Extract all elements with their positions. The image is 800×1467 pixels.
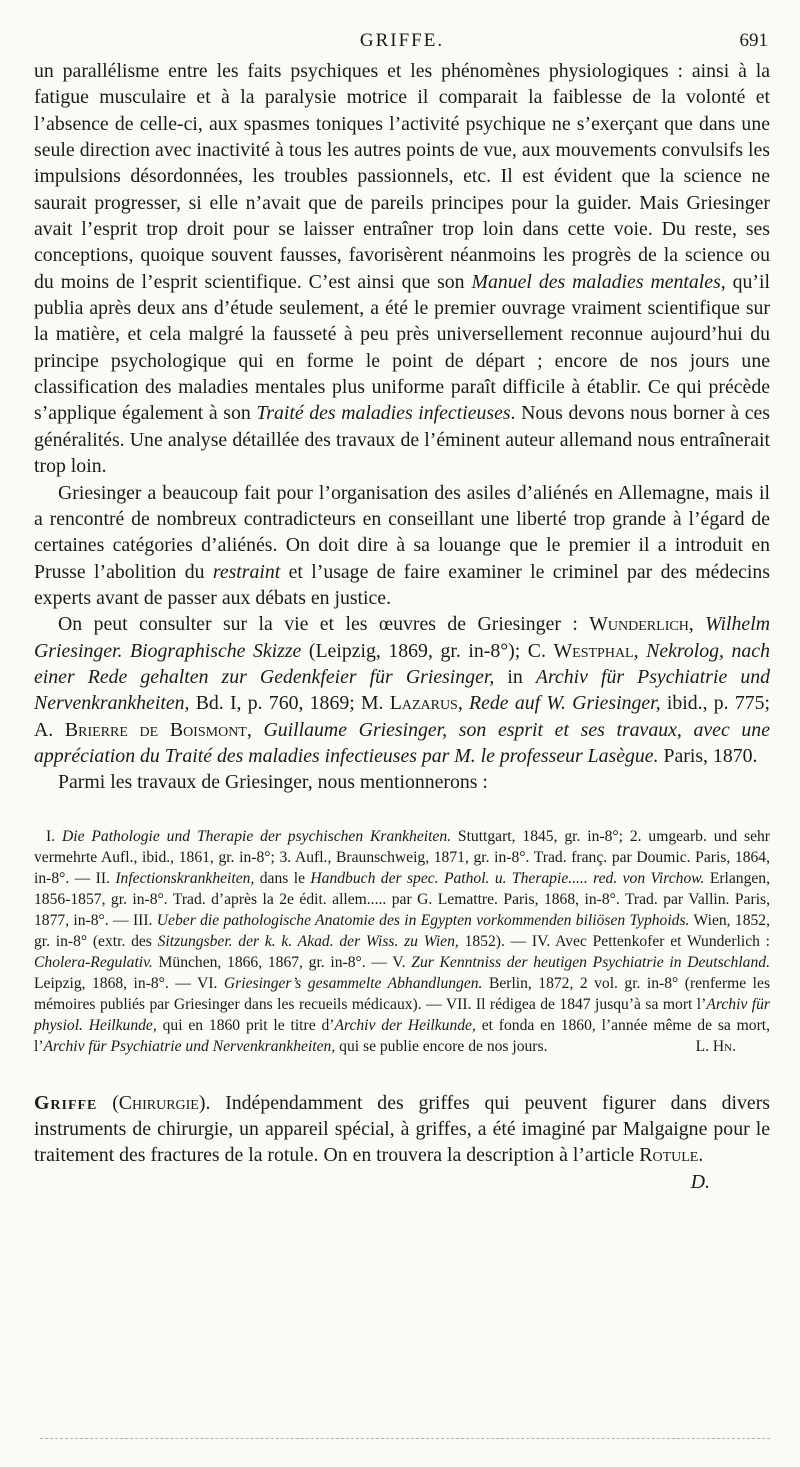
main-text [34, 58, 770, 796]
text-run: qui en 1860 prit le titre d’ [162, 1016, 335, 1034]
text-run: un parallélisme entre les faits psychiques et les phénomènes physiologiques : ainsi à la fatigue musculaire et à la paralysie motrice il comparait la faiblesse de la volonté et l’absence de celle-ci, aux spasmes toniques l’activité psychique ne s’exerçant que dans une seule direction avec inactivité à tous les autres points de vue, aux mouvements convulsifs les impulsions désordonnées, les troubles passionnels, etc. Il est évident que la science ne saurait progresser, si elle n’avait que de pareils principes pour la guider. Mais Griesinger avait l’esprit trop droit pour se laisser entraîner trop loin dans cette voie. Du reste, ses conceptions, quoique souvent fausses, favorisèrent néanmoins les progrès de la science ou du moins de l’esprit scientifique. C’est ainsi que son [34, 60, 770, 293]
bibliography-paragraph [34, 611, 770, 769]
entry-subject: (Chirurgie). [112, 1091, 211, 1114]
work-title: Archiv für Psychiatrie und Nervenkrankheiten, [34, 665, 770, 715]
text-run: Stuttgart, 1845, gr. in-8°; 2. umgearb. und sehr vermehrte Aufl., ibid., 1861, gr. in-8°; 3. Aufl., Braunschweig, 1871, gr. in-8°. Trad. franç. par Doumic. Paris, 1864, in-8°. — II. [34, 827, 770, 887]
text-run: et fonda en 1860, l’année même de sa mort, l’ [34, 1016, 770, 1055]
work-title: Die Pathologie und Therapie der psychischen Krankheiten. [61, 827, 452, 845]
paragraph-2 [34, 480, 770, 612]
cross-reference: Rotule. [639, 1144, 704, 1167]
work-title: Handbuch der spec. Pathol. u. Therapie..... red. von Virchow. [310, 869, 705, 887]
author-name: Westphal, [553, 639, 639, 662]
term: restraint [212, 560, 281, 583]
work-title: Ueber die pathologische Anatomie des in Egypten vorkommenden biliösen Typhoids. [156, 911, 690, 929]
entry-signature: D. [690, 1170, 710, 1193]
text-run: . Nous devons nous borner à ces généralités. Une analyse détaillée des travaux de l’éminent auteur allemand nous entraînerait trop loin. [34, 402, 770, 478]
text-run: in [507, 665, 523, 688]
works-list [34, 826, 770, 1057]
text-run: (Leipzig, 1869, gr. in-8°); C. [308, 639, 546, 662]
text-run: Erlangen, 1856-1857, gr. in-8°. Trad. d’après la 2e édit. allem..... par G. Lemattre. Paris, 1868, in-8°. Trad. par Vallin. Paris, 1877, in-8°. — III. [34, 869, 770, 929]
work-title: Zur Kenntniss der heutigen Psychiatrie in Deutschland. [411, 953, 770, 971]
work-title: Rede auf W. Griesinger, [469, 692, 661, 715]
work-title: Griesinger’s gesammelte Abhandlungen. [223, 974, 483, 992]
text-run: 1852). — IV. Avec Pettenkofer et Wunderlich : [464, 932, 771, 950]
work-title: Infectionskrankheiten, [115, 869, 255, 887]
text-run: et l’usage de faire examiner le criminel par des médecins experts avant de passer aux débats en justice. [34, 560, 770, 609]
text-run: Bd. I, p. 760, 1869; M. [195, 692, 384, 715]
work-title: Guillaume Griesinger, son esprit et ses travaux, avec une appréciation du Traité des maladies infectieuses par M. le professeur Lasègue. [34, 718, 770, 767]
work-title: Archiv für physiol. Heilkunde, [34, 995, 770, 1034]
works-intro: Parmi les travaux de Griesinger, nous mentionnerons : [58, 771, 488, 794]
author-name: Lazarus, [389, 692, 463, 715]
text-run: qui se publie encore de nos jours. [339, 1037, 548, 1055]
text-run: Leipzig, 1868, in-8°. — VI. [34, 974, 218, 992]
text-run: München, 1866, 1867, gr. in-8°. — V. [158, 953, 406, 971]
running-title: GRIFFE. [359, 30, 445, 51]
book-title: Traité des maladies infectieuses [256, 402, 511, 425]
page-number: 691 [739, 30, 768, 51]
work-title: Sitzungsber. der k. k. Akad. der Wiss. zu Wien, [157, 932, 459, 950]
entry-headword: Griffe [34, 1091, 98, 1114]
paragraph-1 [34, 58, 770, 480]
dictionary-entry [34, 1090, 770, 1193]
text-run: Berlin, 1872, 2 vol. gr. in-8° (renferme les mémoires publiés par Griesinger dans les recueils médicaux). — VII. Il rédigea de 1847 jusqu’à sa mort l’ [34, 974, 771, 1013]
bottom-rule [40, 1438, 770, 1439]
text-run: Griesinger a beaucoup fait pour l’organisation des asiles d’aliénés en Allemagne, mais il a rencontré de nombreux contradicteurs en conseillant une liberté trop grande à l’égard de certaines catégories d’aliénés. On doit dire à sa louange que le premier il a introduit en Prusse l’abolition du [34, 481, 770, 583]
work-title: Wilhelm Griesinger. Biographische Skizze [34, 613, 770, 662]
text-run: ibid., p. 775; A. [34, 692, 771, 741]
text-run: Wien, 1852, gr. in-8° (extr. des [34, 911, 770, 950]
work-title: Archiv der Heilkunde, [334, 1016, 476, 1034]
work-title: Archiv für Psychiatrie und Nervenkrankheiten, [43, 1037, 336, 1055]
author-name: Brierre de Boismont, [64, 718, 252, 741]
works-paragraph [34, 826, 770, 1057]
author-name: Wunderlich, [589, 613, 694, 636]
text-run: Paris, 1870. [663, 744, 758, 767]
text-run: dans le [259, 869, 305, 887]
book-title: Manuel des maladies mentales [471, 270, 721, 293]
running-head [34, 0, 770, 58]
work-title: Nekrolog, nach einer Rede gehalten zur Gedenkfeier für Griesinger, [34, 639, 770, 688]
author-signature: L. Hn. [695, 1037, 736, 1055]
entry-text: Indépendamment des griffes qui peuvent figurer dans divers instruments de chirurgie, un appareil spécial, à griffes, a été imaginé par Malgaigne pour le traitement des fractures de la rotule. On en trouvera la description à l’article [34, 1091, 770, 1167]
text-run: I. [46, 827, 56, 845]
text-run: On peut consulter sur la vie et les œuvres de Griesinger : [58, 613, 578, 636]
text-run: , qu’il publia après deux ans d’étude seulement, a été le premier ouvrage vraiment scientifique sur la matière, et cela malgré la fausseté à peu près universellement reconnue aujourd’hui du principe psychologique qui en forme le point de départ ; encore de nos jours une classification des maladies mentales plus uniforme paraît difficile à établir. Ce qui précède s’applique également à son [34, 270, 771, 425]
work-title: Cholera-Regulativ. [34, 953, 153, 971]
